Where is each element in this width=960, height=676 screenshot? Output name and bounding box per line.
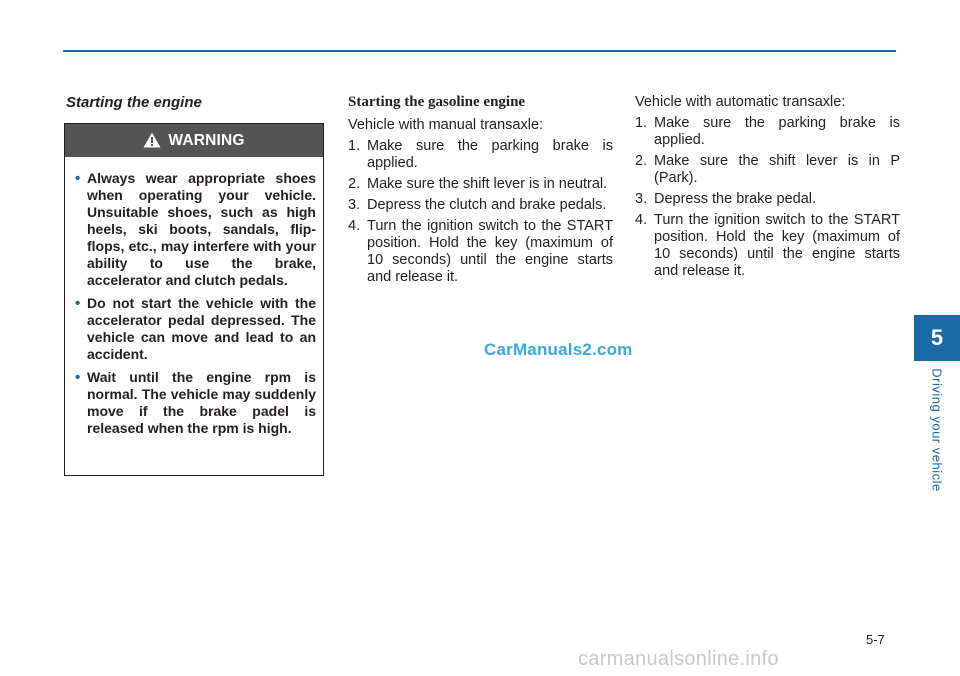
section-title: Starting the engine: [66, 94, 202, 111]
list-item: [635, 153, 900, 187]
step-number: 1.: [635, 115, 648, 131]
warning-triangle-icon: [143, 132, 161, 148]
chapter-label: Driving your vehicle: [929, 368, 945, 492]
step-text: Make sure the parking brake is applied.: [367, 138, 613, 171]
top-rule: [63, 50, 896, 52]
watermark-link[interactable]: CarManuals2.com: [484, 340, 633, 359]
step-text: Turn the ignition switch to the START position. Hold the key (maximum of 10 seconds) until the engine starts and release it.: [367, 218, 613, 285]
list-item: [635, 212, 900, 280]
list-item: [348, 138, 613, 172]
step-text: Make sure the parking brake is applied.: [654, 115, 900, 148]
automatic-steps: [635, 115, 900, 280]
list-item: [348, 176, 613, 193]
step-text: Make sure the shift lever is in P (Park).: [654, 153, 900, 186]
list-item: [635, 115, 900, 149]
step-number: 3.: [348, 197, 361, 213]
warning-item: • Always wear appropriate shoes when operating your vehicle. Unsuitable shoes, such as high heels, ski boots, sandals, flip-flops, etc., may interfere with your ability to use the brake, accelerator and clutch pedals.: [75, 170, 316, 289]
gasoline-column: [348, 94, 613, 290]
step-number: 2.: [348, 176, 361, 192]
step-number: 1.: [348, 138, 361, 154]
warning-title: WARNING: [168, 131, 245, 149]
warning-header: [65, 124, 323, 157]
automatic-intro: Vehicle with automatic transaxle:: [635, 94, 846, 110]
manual-intro: Vehicle with manual transaxle:: [348, 117, 544, 133]
chapter-tab[interactable]: 5: [914, 315, 960, 361]
step-number: 4.: [635, 212, 648, 228]
page-number: 5-7: [866, 632, 885, 647]
automatic-column: [635, 94, 900, 284]
manual-steps: [348, 138, 613, 286]
step-number: 4.: [348, 218, 361, 234]
warning-list: [65, 157, 323, 437]
step-text: Depress the clutch and brake pedals.: [367, 197, 607, 213]
warning-item: • Do not start the vehicle with the accelerator pedal depressed. The vehicle can move and lead to an accident.: [75, 295, 316, 363]
list-item: [348, 218, 613, 286]
warning-item: • Wait until the engine rpm is normal. The vehicle may suddenly move if the brake padel is released when the rpm is high.: [75, 369, 316, 437]
footer-watermark[interactable]: carmanualsonline.info: [578, 648, 779, 670]
gasoline-subheading: Starting the gasoline engine: [348, 94, 526, 110]
list-item: [348, 197, 613, 214]
list-item: [635, 191, 900, 208]
step-number: 3.: [635, 191, 648, 207]
step-number: 2.: [635, 153, 648, 169]
warning-box: [64, 123, 324, 476]
step-text: Make sure the shift lever is in neutral.: [367, 176, 608, 192]
step-text: Depress the brake pedal.: [654, 191, 817, 207]
step-text: Turn the ignition switch to the START position. Hold the key (maximum of 10 seconds) until the engine starts and release it.: [654, 212, 900, 279]
